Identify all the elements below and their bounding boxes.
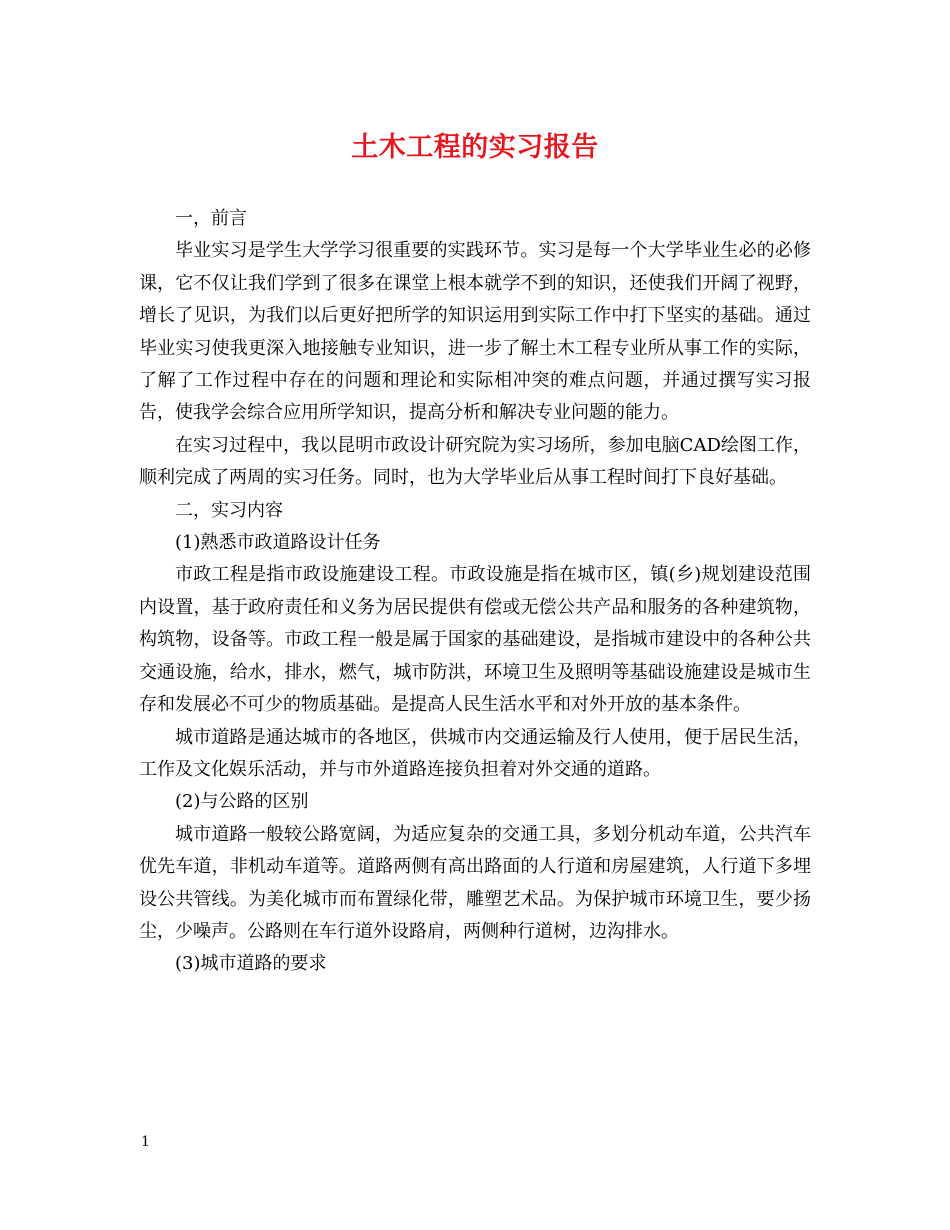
subsection-heading: (1)熟悉市政道路设计任务 [175, 532, 381, 554]
document-body [139, 203, 811, 981]
paragraph: 毕业实习是学生大学学习很重要的实践环节。实习是每一个大学毕业生必的必修课，它不仅让我们学到了很多在课堂上根本就学不到的知识，还使我们开阔了视野，增长了见识，为我们以后更好把所学的知识运用到实际工作中打下坚实的基础。通过毕业实习使我更深入地接触专业知识，进一步了解土木工程专业所从事工作的实际，了解了工作过程中存在的问题和理论和实际相冲突的难点问题，并通过撰写实习报告，使我学会综合应用所学知识，提高分析和解决专业问题的能力。 [139, 240, 811, 424]
paragraph: 市政工程是指市政设施建设工程。市政设施是指在城市区，镇(乡)规划建设范围内设置，基于政府责任和义务为居民提供有偿或无偿公共产品和服务的各种建筑物，构筑物，设备等。市政工程一般是属于国家的基础建设，是指城市建设中的各种公共交通设施，给水，排水，燃气，城市防洪，环境卫生及照明等基础设施建设是城市生存和发展必不可少的物质基础。是提高人民生活水平和对外开放的基本条件。 [139, 564, 811, 716]
subsection-heading: (2)与公路的区别 [175, 791, 309, 813]
paragraph: 在实习过程中，我以昆明市政设计研究院为实习场所，参加电脑CAD绘图工作，顺利完成了两周的实习任务。同时，也为大学毕业后从事工程时间打下良好基础。 [139, 434, 811, 489]
section-heading-content: 二，实习内容 [175, 499, 283, 521]
subsection-heading: (3)城市道路的要求 [175, 953, 327, 975]
page-number: 1 [141, 1134, 150, 1150]
document-title: 土木工程的实习报告 [351, 132, 599, 163]
section-heading-preface: 一，前言 [175, 208, 247, 229]
paragraph: 城市道路一般较公路宽阔，为适应复杂的交通工具，多划分机动车道，公共汽车优先车道，非机动车道等。道路两侧有高出路面的人行道和房屋建筑，人行道下多埋设公共管线。为美化城市而布置绿化带，雕塑艺术品。为保护城市环境卫生，要少扬尘，少噪声。公路则在车行道外设路肩，两侧种行道树，边沟排水。 [139, 823, 811, 942]
paragraph: 城市道路是通达城市的各地区，供城市内交通运输及行人使用，便于居民生活，工作及文化娱乐活动，并与市外道路连接负担着对外交通的道路。 [139, 726, 811, 780]
